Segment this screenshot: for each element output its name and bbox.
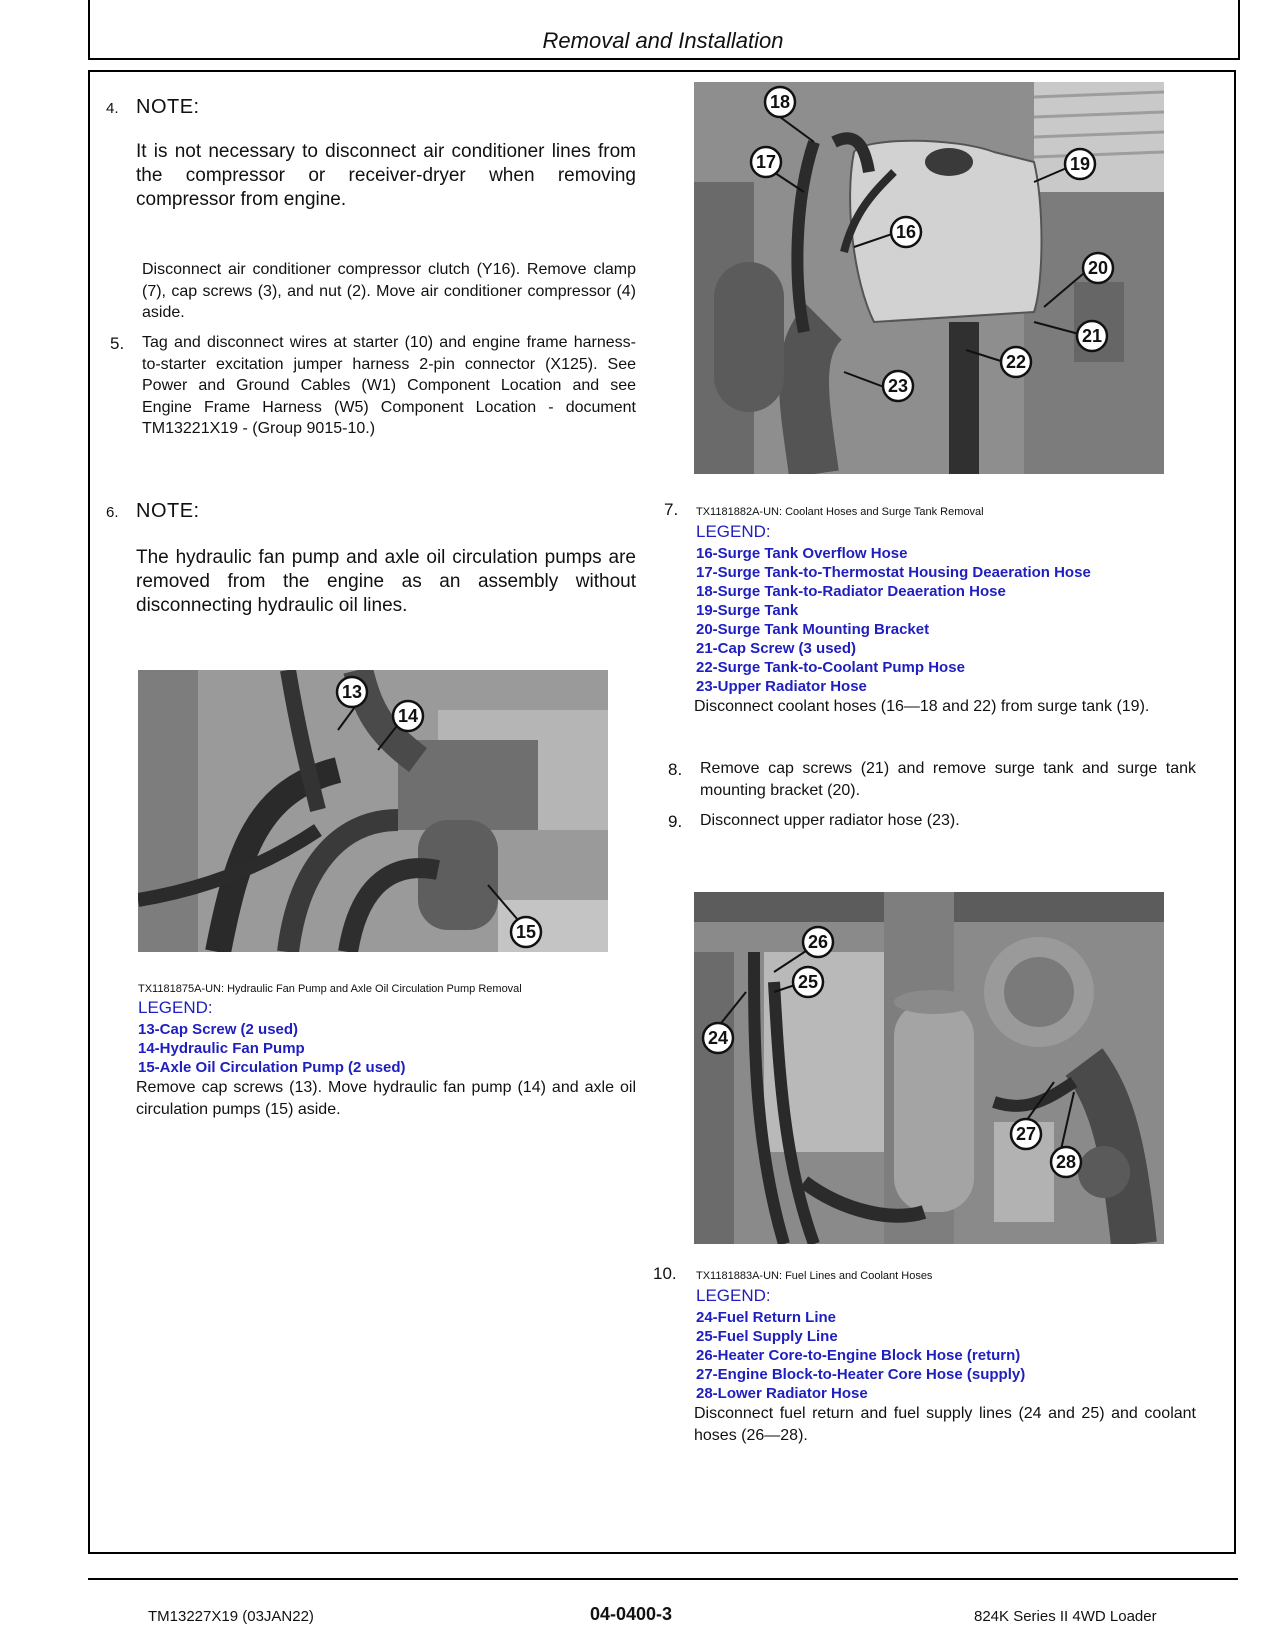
callout-20 bbox=[1083, 253, 1113, 283]
step-6-note-title: NOTE: bbox=[136, 500, 200, 522]
svg-text:28: 28 bbox=[1055, 1152, 1077, 1172]
step-8-text: Remove cap screws (21) and remove surge tank and surge tank mounting bracket (20). bbox=[700, 760, 1196, 799]
callout-16 bbox=[891, 217, 921, 247]
step-4-note-title: NOTE: bbox=[136, 96, 200, 118]
legend-item-28: 28-Lower Radiator Hose bbox=[696, 1385, 868, 1402]
step-6-number: 6. bbox=[106, 504, 119, 521]
svg-text:19: 19 bbox=[1069, 154, 1091, 174]
step-5-text: Tag and disconnect wires at starter (10) and engine frame harness-to-starter excitation jumper harness 2-pin connector (X125). See Power and Ground Cables (W1) Component Location and see Engine Frame Harness (W5) Component Location - document TM13221X19 - (Group 9015-10.) bbox=[142, 334, 636, 437]
step-4-note-text: It is not necessary to disconnect air conditioner lines from the compressor or receiver-dryer when removing compressor from engine. bbox=[136, 141, 636, 210]
legend-title-fuel-lines: LEGEND: bbox=[696, 1286, 771, 1305]
svg-text:21: 21 bbox=[1081, 326, 1103, 346]
legend-item-24: 24-Fuel Return Line bbox=[696, 1309, 837, 1326]
svg-text:17: 17 bbox=[755, 152, 777, 172]
legend-item-17: 17-Surge Tank-to-Thermostat Housing Deaeration Hose bbox=[696, 564, 1091, 581]
callout-27 bbox=[1011, 1119, 1041, 1149]
step-6-note-text: The hydraulic fan pump and axle oil circulation pumps are removed from the engine as an assembly without disconnecting hydraulic oil lines. bbox=[136, 547, 636, 616]
legend-title-pump: LEGEND: bbox=[138, 998, 213, 1017]
callout-19 bbox=[1065, 149, 1095, 179]
legend-item-19: 19-Surge Tank bbox=[696, 602, 799, 619]
callout-18 bbox=[765, 87, 795, 117]
footer-doc-id: TM13227X19 (03JAN22) bbox=[148, 1608, 314, 1625]
svg-text:25: 25 bbox=[797, 972, 819, 992]
svg-text:18: 18 bbox=[769, 92, 791, 112]
legend-item-14: 14-Hydraulic Fan Pump bbox=[138, 1040, 305, 1057]
svg-text:27: 27 bbox=[1015, 1124, 1037, 1144]
step-5-number: 5. bbox=[110, 334, 125, 353]
legend-item-26: 26-Heater Core-to-Engine Block Hose (return) bbox=[696, 1347, 1021, 1364]
figure-caption-surge-tank: TX1181882A-UN: Coolant Hoses and Surge Tank Removal bbox=[696, 506, 984, 518]
page-title: Removal and Installation bbox=[542, 28, 784, 53]
legend-item-18: 18-Surge Tank-to-Radiator Deaeration Hose bbox=[696, 583, 1006, 600]
legend-item-22: 22-Surge Tank-to-Coolant Pump Hose bbox=[696, 659, 965, 676]
callout-26 bbox=[803, 927, 833, 957]
step-4-text: Disconnect air conditioner compressor clutch (Y16). Remove clamp (7), cap screws (3), and nut (2). Move air conditioner compressor (4) aside. bbox=[142, 261, 636, 321]
svg-text:20: 20 bbox=[1087, 258, 1109, 278]
step-7-number: 7. bbox=[664, 500, 679, 519]
footer-page-number: 04-0400-3 bbox=[590, 1604, 673, 1624]
step-9-number: 9. bbox=[668, 812, 683, 831]
surge-tank-photo bbox=[694, 82, 1164, 474]
svg-text:13: 13 bbox=[341, 682, 363, 702]
svg-text:14: 14 bbox=[397, 706, 419, 726]
footer-rule bbox=[88, 1578, 1238, 1580]
callout-28 bbox=[1051, 1147, 1081, 1177]
step-9-text: Disconnect upper radiator hose (23). bbox=[700, 812, 960, 829]
callout-13 bbox=[337, 677, 367, 707]
callout-24 bbox=[703, 1023, 733, 1053]
callout-23 bbox=[883, 371, 913, 401]
step-10-text: Disconnect fuel return and fuel supply lines (24 and 25) and coolant hoses (26—28). bbox=[694, 1405, 1196, 1444]
figure-caption-fuel-lines: TX1181883A-UN: Fuel Lines and Coolant Hoses bbox=[696, 1270, 933, 1282]
legend-item-23: 23-Upper Radiator Hose bbox=[696, 678, 867, 695]
legend-item-20: 20-Surge Tank Mounting Bracket bbox=[696, 621, 930, 638]
hydraulic-pump-photo bbox=[138, 670, 608, 952]
callout-17 bbox=[751, 147, 781, 177]
callout-22 bbox=[1001, 347, 1031, 377]
legend-item-15: 15-Axle Oil Circulation Pump (2 used) bbox=[138, 1059, 406, 1076]
callout-14 bbox=[393, 701, 423, 731]
legend-item-21: 21-Cap Screw (3 used) bbox=[696, 640, 857, 657]
svg-text:26: 26 bbox=[807, 932, 829, 952]
figure-caption-pump: TX1181875A-UN: Hydraulic Fan Pump and Axle Oil Circulation Pump Removal bbox=[138, 983, 522, 995]
legend-item-27: 27-Engine Block-to-Heater Core Hose (supply) bbox=[696, 1366, 1026, 1383]
legend-item-13: 13-Cap Screw (2 used) bbox=[138, 1021, 299, 1038]
step-10-number: 10. bbox=[653, 1264, 677, 1283]
svg-text:15: 15 bbox=[515, 922, 537, 942]
step-8-number: 8. bbox=[668, 760, 683, 779]
fuel-lines-photo bbox=[694, 892, 1164, 1244]
footer-model: 824K Series II 4WD Loader bbox=[974, 1608, 1157, 1625]
svg-text:22: 22 bbox=[1005, 352, 1027, 372]
svg-text:24: 24 bbox=[707, 1028, 729, 1048]
step-4-number: 4. bbox=[106, 100, 119, 117]
step-6-text: Remove cap screws (13). Move hydraulic fan pump (14) and axle oil circulation pumps (15) aside. bbox=[136, 1079, 636, 1118]
legend-item-16: 16-Surge Tank Overflow Hose bbox=[696, 545, 908, 562]
callout-25 bbox=[793, 967, 823, 997]
legend-item-25: 25-Fuel Supply Line bbox=[696, 1328, 838, 1345]
legend-title-surge-tank: LEGEND: bbox=[696, 522, 771, 541]
svg-text:16: 16 bbox=[895, 222, 917, 242]
callout-21 bbox=[1077, 321, 1107, 351]
svg-text:23: 23 bbox=[887, 376, 909, 396]
step-7-text: Disconnect coolant hoses (16—18 and 22) from surge tank (19). bbox=[694, 698, 1150, 715]
callout-15 bbox=[511, 917, 541, 947]
